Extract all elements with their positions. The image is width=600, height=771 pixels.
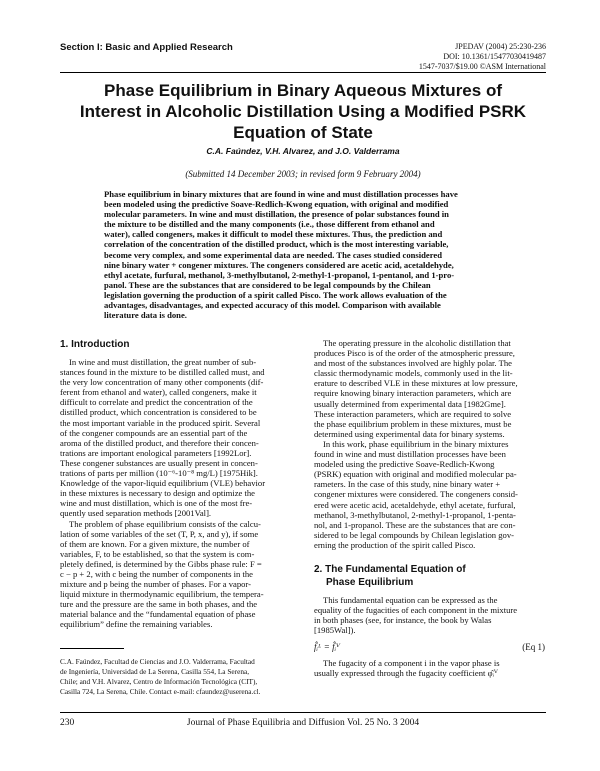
text-line: wine and must distillation, which is one of the most fre- [60, 498, 253, 509]
text-line: c − p + 2, with c being the number of components in the [60, 568, 253, 579]
footnote-rule [60, 648, 124, 649]
heading-line: Phase Equilibrium [326, 576, 414, 588]
footer-rule [60, 712, 546, 713]
text-line: found in wine and must distillation processes have been [314, 449, 506, 460]
text-line: Chile; and V.H. Alvarez, Centro de Información Tecnológica (CIT), [60, 676, 258, 686]
left-column [60, 338, 291, 697]
abstract-line: literature data is done. [104, 310, 187, 321]
section-label: Section I: Basic and Applied Research [60, 42, 233, 53]
page-number: 230 [60, 718, 75, 728]
equation-label: (Eq 1) [522, 642, 545, 653]
title-line: Phase Equilibrium in Binary Aqueous Mixtures of [104, 81, 502, 100]
text-line: [1985Wal]). [314, 625, 356, 636]
text-line: These congener substances are usually present in concen- [60, 457, 258, 468]
text-line: distilled product, which concentration is considered to be [60, 407, 257, 418]
journal-footer: Journal of Phase Equilibria and Diffusion Vol. 25 No. 3 2004 [186, 718, 420, 728]
text-line: of them are known. For a given mixture, the number of [60, 538, 250, 549]
text-line: classic thermodynamic models, commonly used in the lit- [314, 368, 513, 379]
abstract-line: water), called congeners, makes it difficult to model these mixtures. Thus, the prediction and [104, 229, 443, 240]
abstract-line: the mixture to be distilled and the many components (i.e., those different from ethanol and [104, 219, 435, 230]
author-affiliation-footnote [60, 657, 291, 697]
text-line: equality of the fugacities of each component in the mixture [314, 605, 518, 616]
text-line: ture and the pressure are the same in both phases, and the [60, 599, 258, 610]
text-line: The operating pressure in the alcoholic distillation that [323, 338, 511, 348]
text-line: sidered to be legal compounds by Chilean legislation gov- [314, 529, 515, 540]
abstract-line: legislation governing the production of a spirit called Pisco. The work allows evaluation of the [104, 289, 447, 300]
text-line: erning the production of the spirit called Pisco. [314, 539, 476, 550]
text-line: trations of parts per million (10⁻⁶-10⁻⁸ mg/L) [1975Hik]. [60, 468, 258, 479]
intro-paragraph-3 [314, 338, 545, 439]
text-line: Knowledge of the vapor-liquid equilibrium (VLE) behavior [60, 478, 266, 489]
section2-paragraph-2 [314, 658, 545, 678]
equation-1 [314, 640, 545, 654]
right-column [314, 338, 545, 679]
submission-dates: (Submitted 14 December 2003; in revised form 9 February 2004) [185, 169, 421, 179]
text-line: modeled using the predictive Soave-Redlich-Kwong [314, 459, 495, 470]
abstract-line: advantages, disadvantages, and expected accuracy of this model. Comparison with available [104, 300, 441, 311]
text-line: In wine and must distillation, the great number of sub- [69, 357, 257, 367]
intro-paragraph-4 [314, 439, 545, 550]
text-line: erature to described VLE in these mixtures at low pressure, [314, 378, 518, 389]
text-line: ferent from ethanol and water), called congeners, make it [60, 387, 257, 398]
text-line: produces Pisco is of the order of the atmospheric pressure, [314, 348, 515, 359]
text-line: liquid mixture in thermodynamic equilibrium, the tempera- [60, 589, 264, 600]
text-line: aroma of the distilled product, and therefore their concen- [60, 437, 259, 448]
equation-formula: f̂ᵢᴸ = f̂ᵢⱽ [314, 642, 341, 653]
text-line: trations are important enological parameters [1992Lor]. [60, 447, 252, 458]
abstract-line: ethyl acetate, furfural, methanol, 3-methylbutanol, 2-methyl-1-propanol, 1-pentanol, and 1-pro- [104, 269, 455, 280]
abstract-line: become very complex, and some experimental data are needed. The cases studied considered [104, 249, 442, 260]
text-line: congener mixtures were considered. The congeners consid- [314, 489, 518, 500]
text-line: de Ingeniería, Universidad de La Serena, Casilla 554, La Serena, [60, 666, 250, 676]
abstract-line: correlation of the concentration of the distilled product, which is the most interesting variable, [104, 239, 449, 250]
doi: DOI: 10.1361/15477030419487 [443, 52, 546, 61]
abstract-line: molecular parameters. In wine and must distillation, the presence of polar substances found in [104, 209, 449, 220]
text-line: This fundamental equation can be expressed as the [323, 594, 498, 605]
text-line: the phase equilibrium problem in these mixtures, must be [314, 418, 512, 429]
abstract-line: panol. These are the substances that are considered to be legal compounds by the Chilean [104, 279, 431, 290]
text-line: the most important variable in the produced spirit. Several [60, 417, 261, 428]
text-line: lation of some variables of the set (T, P, x, and y), if some [60, 528, 259, 539]
text-line: stances found in the mixture to be distilled called must, and [60, 367, 265, 378]
text-line: The problem of phase equilibrium consists of the calcu- [69, 518, 261, 529]
text-line: usually determined from experimental data [1982Gme]. [314, 398, 506, 409]
text-line: nol, and 1-propanol. These are the substances that are con- [314, 519, 516, 530]
heading-line: 2. The Fundamental Equation of [314, 563, 466, 575]
text-line: variables, F, to be established, so that the system is com- [60, 548, 255, 559]
text-line: rameters. In the case of this study, nine binary water + [314, 479, 501, 490]
title-line: Equation of State [233, 123, 373, 142]
journal-ref: JPEDAV (2004) 25:230-236 [455, 42, 546, 51]
text-line: require knowing binary interaction parameters, which are [314, 388, 512, 399]
text-line: determined using experimental data for binary systems. [314, 428, 505, 439]
text-line: (PSRK) equation with original and modified molecular pa- [314, 469, 517, 480]
text-line: equilibrium” define the remaining variables. [60, 619, 213, 630]
text-line: In this work, phase equilibrium in the binary mixtures [323, 438, 509, 449]
text-line: ered were acetic acid, acetaldehyde, ethyl acetate, furfural, [314, 499, 516, 510]
section-heading-fundamental-equation [314, 563, 545, 589]
text-line: C.A. Faúndez, Facultad de Ciencias and J.O. Valderrama, Facultad [60, 656, 255, 666]
text-line: of the congener compounds are an essential part of the [60, 427, 248, 438]
header-rule [60, 72, 546, 73]
abstract-line: Phase equilibrium in binary mixtures that are found in wine and must distillation processes have [104, 189, 458, 199]
issn-copyright: 1547-7037/$19.00 ©ASM International [418, 62, 546, 71]
text-line: The fugacity of a component i in the vapor phase is [323, 658, 500, 669]
text-line: in both phases (see, for instance, the book by Walas [314, 615, 492, 626]
text-line: mixture and p being the number of phases. For a vapor- [60, 579, 251, 590]
abstract [104, 189, 504, 320]
text-line: usually expressed through the fugacity coefficient φ̂ᵢⱽ [314, 668, 498, 679]
text-line: material balance and the “fundamental equation of phase [60, 609, 256, 620]
section-heading-introduction: 1. Introduction [60, 339, 130, 350]
intro-paragraph-1 [60, 357, 291, 519]
abstract-line: nine binary water + congener mixtures. The congeners considered are acetic acid, acetaldehyde, [104, 259, 454, 270]
text-line: in these mixtures is necessary to design and optimize the [60, 488, 255, 499]
text-line: quently used separation methods [2001Val]. [60, 508, 212, 519]
text-line: These interaction parameters, which are required to solve [314, 408, 512, 419]
intro-paragraph-2 [60, 519, 291, 630]
text-line: Casilla 724, La Serena, Chile. Contact e-mail: cfaundez@userena.cl. [60, 686, 261, 696]
section2-paragraph-1 [314, 595, 545, 635]
journal-meta [419, 42, 546, 72]
text-line: and most of the substances involved are highly polar. The [314, 358, 512, 369]
abstract-line: been modeled using the predictive Soave-Redlich-Kwong equation, with original and modified [104, 199, 449, 210]
text-line: pletely defined, is determined by the Gibbs phase rule: F = [60, 558, 262, 569]
authors: C.A. Faúndez, V.H. Alvarez, and J.O. Valderrama [206, 146, 400, 156]
text-line: the very low concentration of many other components (dif- [60, 377, 264, 388]
text-line: methanol, 3-methylbutanol, 2-methyl-1-propanol, 1-penta- [314, 509, 516, 520]
text-line: difficult to correlate and predict the concentration of the [60, 397, 253, 408]
paper-title [60, 80, 546, 143]
title-line: Interest in Alcoholic Distillation Using a Modified PSRK [79, 102, 527, 121]
